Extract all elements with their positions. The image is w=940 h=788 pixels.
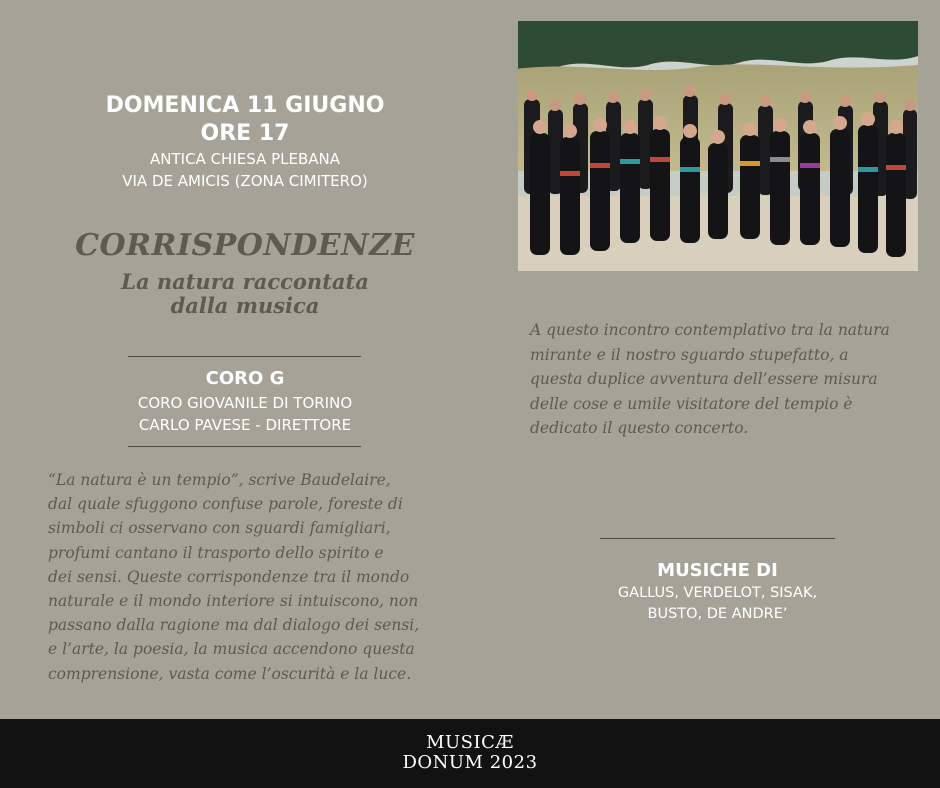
choir-name: CORO G [205,368,285,389]
dedication-line: dedicato il questo concerto. [530,419,749,437]
venue-address: VIA DE AMICIS (ZONA CIMITERO) [122,172,368,190]
choir-photo [518,21,918,271]
quote-line: “La natura è un tempio”, scrive Baudelaire, [48,471,391,489]
choir-director: CARLO PAVESE - DIRETTORE [138,416,352,434]
event-date-time [0,92,490,148]
subtitle-line-1: La natura raccontata [121,269,369,294]
quote-line: dei sensi. Queste corrispondenze tra il mondo [48,567,410,586]
logo-line-1: MUSICÆ [426,732,514,753]
music-title: MUSICHE DI [657,560,778,581]
divider-bottom [128,446,361,447]
dedication-line: questa duplice avventura dell’essere misura [530,370,878,388]
divider-music [600,538,835,539]
event-venue [0,148,490,192]
quote-line: passano dalla ragione ma dal dialogo dei sensi, [48,616,420,635]
quote-line: e l’arte, la poesia, la musica accendono questa [48,640,415,659]
concert-title: CORRISPONDENZE [75,228,415,263]
concert-subtitle [0,270,490,318]
event-time: ORE 17 [200,121,290,146]
choir-photo-illustration [518,21,918,271]
quote-line: profumi cantano il trasporto dello spirito e [48,543,384,562]
festival-logo [370,733,570,773]
composers-list [580,583,855,625]
dedication-line: mirante e il nostro sguardo stupefatto, a [530,345,849,364]
subtitle-line-2: dalla musica [170,293,320,318]
quote-paragraph [48,468,458,686]
choir-full-name: CORO GIOVANILE DI TORINO [137,394,353,412]
venue-name: ANTICA CHIESA PLEBANA [150,150,340,168]
quote-line: naturale e il mondo interiore si intuiscono, non [48,592,419,611]
quote-line: comprensione, vasta come l’oscurità e la luce. [48,664,412,683]
dedication-paragraph [530,318,925,441]
quote-line: simboli ci osservano con sguardi famigliari, [48,519,391,538]
logo-line-2: DONUM 2023 [402,752,538,773]
divider-top [128,356,361,357]
dedication-line: delle cose e umile visitatore del tempio è [530,394,853,413]
dedication-line: A questo incontro contemplativo tra la natura [530,321,890,339]
quote-line: dal quale sfuggono confuse parole, foreste di [48,495,403,514]
choir-details [0,392,490,436]
composers-line-1: GALLUS, VERDELOT, SISAK, [617,585,818,601]
event-date: DOMENICA 11 GIUGNO [105,93,385,118]
composers-line-2: BUSTO, DE ANDRE’ [647,606,788,622]
